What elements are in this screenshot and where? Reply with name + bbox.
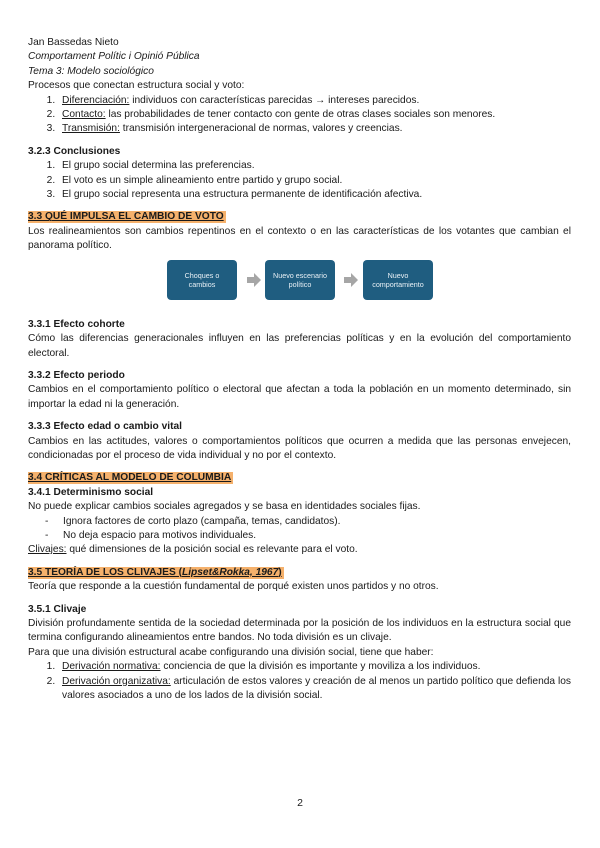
list-item: 2. El voto es un simple alineamiento entre partido y grupo social.	[58, 174, 571, 188]
intro-list	[28, 94, 571, 137]
paragraph: Cambios en el comportamiento político o electoral que afectan a toda la población en un momento determinado, sin importar la edad ni la generación.	[28, 384, 571, 410]
list-item: 3. El grupo social representa una estructura permanente de identificación afectiva.	[58, 188, 571, 202]
section-heading: 3.5 TEORÍA DE LOS CLIVAJES (Lipset&Rokka, 1967)	[28, 566, 282, 578]
paragraph: Cómo las diferencias generacionales influyen en las preferencias políticas y en la evolución del comportamiento electoral.	[28, 333, 571, 359]
clivajes-definition: Clivajes: qué dimensiones de la posición social es relevante para el voto.	[28, 544, 358, 556]
process-flow-diagram	[28, 260, 571, 308]
section-title: 3.3.3 Efecto edad o cambio vital	[28, 421, 182, 433]
list-item: 3. Transmisión: transmisión intergeneracional de normas, valores y creencias.	[58, 122, 571, 136]
list-item: - No deja espacio para motivos individuales.	[63, 529, 571, 543]
flow-box-new-behaviour: Nuevo comportamiento	[363, 260, 433, 300]
page-number: 2	[297, 797, 303, 809]
paragraph: División profundamente sentida de la sociedad determinada por la posición de los individuos en la estructura social que termina configurando alineamientos entre bandos. No toda división es un clivaje.	[28, 618, 571, 644]
section-title: 3.2.3 Conclusiones	[28, 145, 121, 157]
list-item: 1. Derivación normativa: conciencia de que la división es importante y moviliza a los individuos.	[58, 660, 571, 674]
list-item: 2. Derivación organizativa: articulación de estos valores y creación de al menos un partido político que defienda los valores asociados a uno de los lados de la división social.	[58, 675, 571, 704]
derivations-list	[28, 660, 571, 703]
section-heading: 3.4 CRÍTICAS AL MODELO DE COLUMBIA	[28, 472, 232, 484]
flow-box-shocks: Choques o cambios	[167, 260, 237, 300]
paragraph: Teoría que responde a la cuestión fundamental de porqué existen unos partidos y no otros.	[28, 581, 439, 593]
flow-box-new-scenario: Nuevo escenario político	[265, 260, 335, 300]
conclusions-list	[28, 159, 571, 202]
arrow-right-icon	[247, 273, 261, 287]
list-item: - Ignora factores de corto plazo (campaña, temas, candidatos).	[63, 515, 571, 529]
paragraph: No puede explicar cambios sociales agregados y se basa en identidades sociales fijas.	[28, 501, 421, 513]
topic-name: Tema 3: Modelo sociológico	[28, 65, 154, 77]
section-heading: 3.3 QUÉ IMPULSA EL CAMBIO DE VOTO	[28, 211, 224, 223]
list-item: 2. Contacto: las probabilidades de tener contacto con gente de otras clases sociales son menores.	[58, 108, 571, 122]
section-title: 3.4.1 Determinismo social	[28, 486, 154, 498]
section-title: 3.3.2 Efecto periodo	[28, 369, 125, 381]
list-item: 1. Diferenciación: individuos con características parecidas → intereses parecidos.	[58, 94, 571, 108]
author-name: Jan Bassedas Nieto	[28, 37, 119, 48]
section-title: 3.5.1 Clivaje	[28, 603, 87, 615]
paragraph: Cambios en las actitudes, valores o comportamientos políticos que ocurren a medida que las personas envejecen, condicionadas por el proceso de vida individual y no por el contexto.	[28, 435, 571, 461]
course-name: Comportament Polític i Opinió Pública	[28, 51, 200, 63]
section-title: 3.3.1 Efecto cohorte	[28, 318, 125, 330]
arrow-right-icon	[344, 273, 358, 287]
intro-lead: Procesos que conectan estructura social y voto:	[28, 80, 245, 92]
list-item: 1. El grupo social determina las preferencias.	[58, 159, 571, 173]
critique-list	[28, 515, 571, 544]
paragraph: Para que una división estructural acabe configurando una división social, tiene que haber:	[28, 646, 434, 658]
paragraph: Los realineamientos son cambios repentinos en el contexto o en las características de los votantes que cambian el panorama político.	[28, 225, 571, 252]
document-page	[28, 36, 571, 703]
